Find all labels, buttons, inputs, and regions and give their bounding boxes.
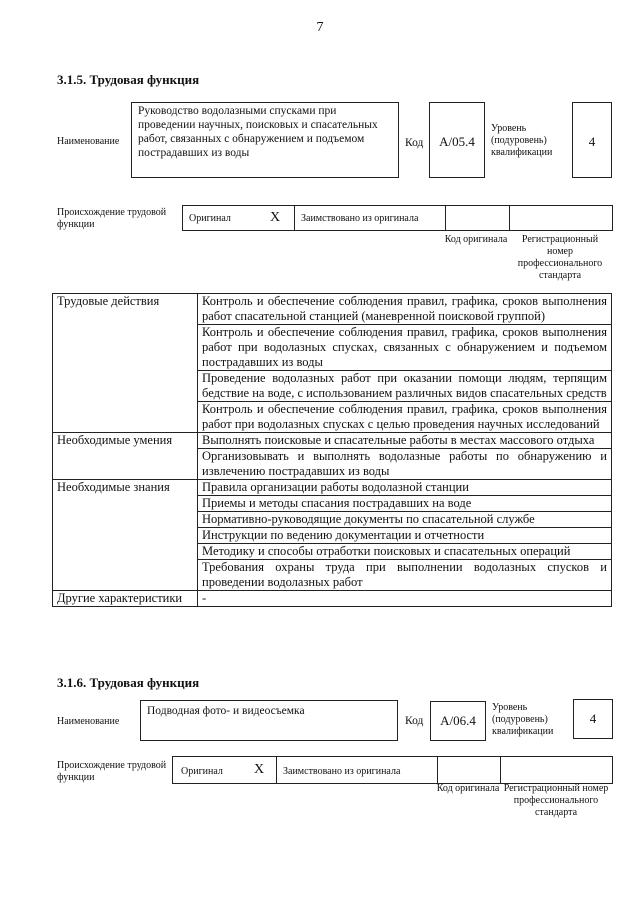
code-original-caption: Код оригинала (444, 234, 508, 245)
page-number: 7 (316, 20, 324, 35)
knowledge-item: Приемы и методы спасания пострадавших на воде (198, 496, 612, 512)
original-label: Оригинал (189, 213, 231, 224)
original-mark: X (254, 762, 265, 777)
origin-label: Происхождение трудовой функции (57, 760, 167, 783)
reg-number-caption: Регистрационный номер профессионального стандарта (503, 783, 609, 818)
code-box (430, 701, 486, 741)
code-value: A/06.4 (440, 713, 476, 728)
level-value: 4 (588, 134, 596, 149)
origin-row (172, 756, 613, 784)
level-box (572, 102, 612, 178)
table-row (53, 433, 612, 449)
divider (276, 757, 277, 783)
knowledge-item: Инструкции по ведению документации и отчетности (198, 528, 612, 544)
divider (509, 206, 510, 230)
function-name-box (131, 102, 399, 178)
code-box (429, 102, 485, 178)
labor-function-table (52, 293, 612, 607)
function-name-value: Подводная фото- и видеосъемка (147, 705, 305, 717)
borrowed-label: Заимствовано из оригинала (283, 766, 401, 777)
skill-item: Организовывать и выполнять водолазные работы по обнаружению и извлечению пострадавших из воды (198, 449, 612, 480)
skills-label: Необходимые умения (53, 433, 198, 480)
divider (445, 206, 446, 230)
name-label: Наименование (57, 136, 120, 147)
level-label: Уровень (подуровень) квалификации (492, 702, 554, 737)
reg-number-caption: Регистрационный номер профессионального стандарта (517, 234, 603, 281)
action-item: Контроль и обеспечение соблюдения правил, графика, сроков выполнения работ при водолазных спусках, связанных с обнаружением и подъемом пострадавших из воды (198, 325, 612, 371)
function-name-value: Руководство водолазными спусками при проведении научных, поисковых и спасательных работ, связанных с обнаружением и подъемом пострадавших из воды (138, 105, 378, 159)
knowledge-item: Требования охраны труда при выполнении водолазных спусков и проведении водолазных работ (198, 560, 612, 591)
code-value: A/05.4 (439, 134, 475, 149)
table-row (53, 294, 612, 325)
name-label: Наименование (57, 716, 120, 727)
action-item: Контроль и обеспечение соблюдения правил, графика, сроков выполнения работ при водолазных спусках с целью проведения научных исследований (198, 402, 612, 433)
table-row (53, 591, 612, 607)
borrowed-label: Заимствовано из оригинала (301, 213, 419, 224)
table-row (53, 480, 612, 496)
origin-label: Происхождение трудовой функции (57, 207, 167, 230)
action-item: Контроль и обеспечение соблюдения правил, графика, сроков выполнения работ спасательной станцией (маневренной поисковой группой) (198, 294, 612, 325)
action-item: Проведение водолазных работ при оказании помощи людям, терпящим бедствие на воде, с использованием различных видов спасательных средств (198, 371, 612, 402)
original-label: Оригинал (181, 766, 223, 777)
other-value: - (198, 591, 612, 607)
level-label: Уровень (подуровень) квалификации (491, 123, 553, 158)
function-name-box (140, 700, 398, 741)
skill-item: Выполнять поисковые и спасательные работы в местах массового отдыха (198, 433, 612, 449)
code-original-caption: Код оригинала (436, 783, 500, 794)
divider (294, 206, 295, 230)
level-box (573, 699, 613, 739)
actions-label: Трудовые действия (53, 294, 198, 433)
level-value: 4 (589, 711, 597, 726)
section-heading-3-1-5: 3.1.5. Трудовая функция (57, 72, 200, 87)
code-label: Код (405, 715, 424, 727)
divider (500, 757, 501, 783)
origin-row (182, 205, 613, 231)
divider (437, 757, 438, 783)
knowledge-item: Нормативно-руководящие документы по спасательной службе (198, 512, 612, 528)
knowledge-item: Правила организации работы водолазной станции (198, 480, 612, 496)
knowledge-label: Необходимые знания (53, 480, 198, 591)
section-heading-3-1-6: 3.1.6. Трудовая функция (57, 675, 200, 690)
code-label: Код (405, 137, 424, 149)
other-label: Другие характеристики (53, 591, 198, 607)
original-mark: X (270, 210, 281, 225)
knowledge-item: Методику и способы отработки поисковых и спасательных операций (198, 544, 612, 560)
